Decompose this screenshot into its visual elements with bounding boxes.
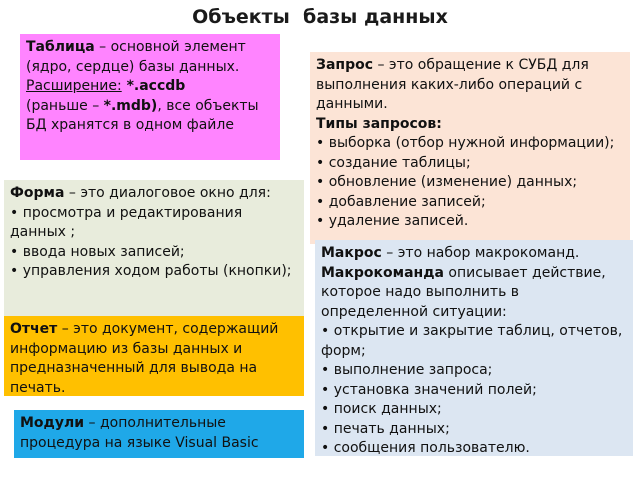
table-box: [20, 34, 280, 160]
query-description: [316, 56, 624, 115]
form-description: [10, 184, 298, 204]
query-type-item: • обновление (изменение) данных;: [316, 174, 578, 190]
macro-item: • выполнение запроса;: [321, 362, 493, 378]
modules-term: Модули: [20, 415, 85, 431]
form-item: • ввода новых записей;: [10, 243, 185, 260]
form-term: Форма: [10, 185, 65, 201]
macro-item: • поиск данных;: [321, 401, 442, 417]
extension-label: Расширение:: [26, 78, 122, 94]
query-type-item: • добавление записей;: [316, 193, 486, 210]
macro-item: • открытие и закрытие таблиц, отчетов, форм;: [321, 323, 623, 359]
page-title: Объекты базы данных: [192, 6, 448, 28]
extension-value: *.accdb: [121, 78, 186, 94]
table-text: – основной элемент (ядро, сердце) базы данных.: [26, 39, 246, 75]
macro-item: • установка значений полей;: [321, 381, 537, 398]
table-text-3: , все объекты БД хранятся в одном файле: [26, 97, 259, 133]
modules-description: [20, 414, 298, 453]
macro-item: • печать данных;: [321, 420, 450, 437]
query-types-heading-text: Типы запросов:: [316, 115, 442, 132]
macro-item: • сообщения пользователю.: [321, 440, 530, 456]
report-description: [10, 320, 298, 396]
query-term: Запрос: [316, 57, 374, 73]
query-types-heading: [316, 115, 624, 135]
macrocommand-term: Макрокоманда: [321, 264, 444, 281]
query-type-item: • выборка (отбор нужной информации);: [316, 135, 615, 151]
query-type-item: • создание таблицы;: [316, 154, 471, 171]
macro-description: [321, 244, 627, 264]
table-text-2: (раньше –: [26, 97, 104, 114]
macro-box: [315, 240, 633, 456]
query-text: – это обращение к СУБД для выполнения каких-либо операций с данными.: [316, 57, 589, 112]
query-box: [310, 52, 630, 244]
query-type-item: • удаление записей.: [316, 213, 469, 229]
macrocommand-description: [321, 264, 627, 323]
form-item: • управления ходом работы (кнопки);: [10, 263, 292, 279]
modules-box: [14, 410, 304, 458]
form-text: – это диалоговое окно для:: [64, 185, 271, 201]
table-term: Таблица: [26, 39, 95, 55]
report-text: – это документ, содержащий информацию из базы данных и предназначенный для вывода на печать.: [10, 321, 279, 396]
macro-text: – это набор макрокоманд.: [381, 245, 580, 261]
modules-text: – дополнительные процедура на языке Visual Basic: [20, 415, 259, 451]
report-term: Отчет: [10, 321, 58, 337]
form-box: [4, 180, 304, 322]
old-extension: *.mdb): [103, 97, 158, 114]
macrocommand-text: описывает действие, которое надо выполнить в определенной ситуации:: [321, 264, 606, 320]
report-box: [4, 316, 304, 396]
table-description: [26, 38, 274, 136]
macro-term: Макрос: [321, 245, 382, 261]
form-item: • просмотра и редактирования данных ;: [10, 204, 243, 240]
